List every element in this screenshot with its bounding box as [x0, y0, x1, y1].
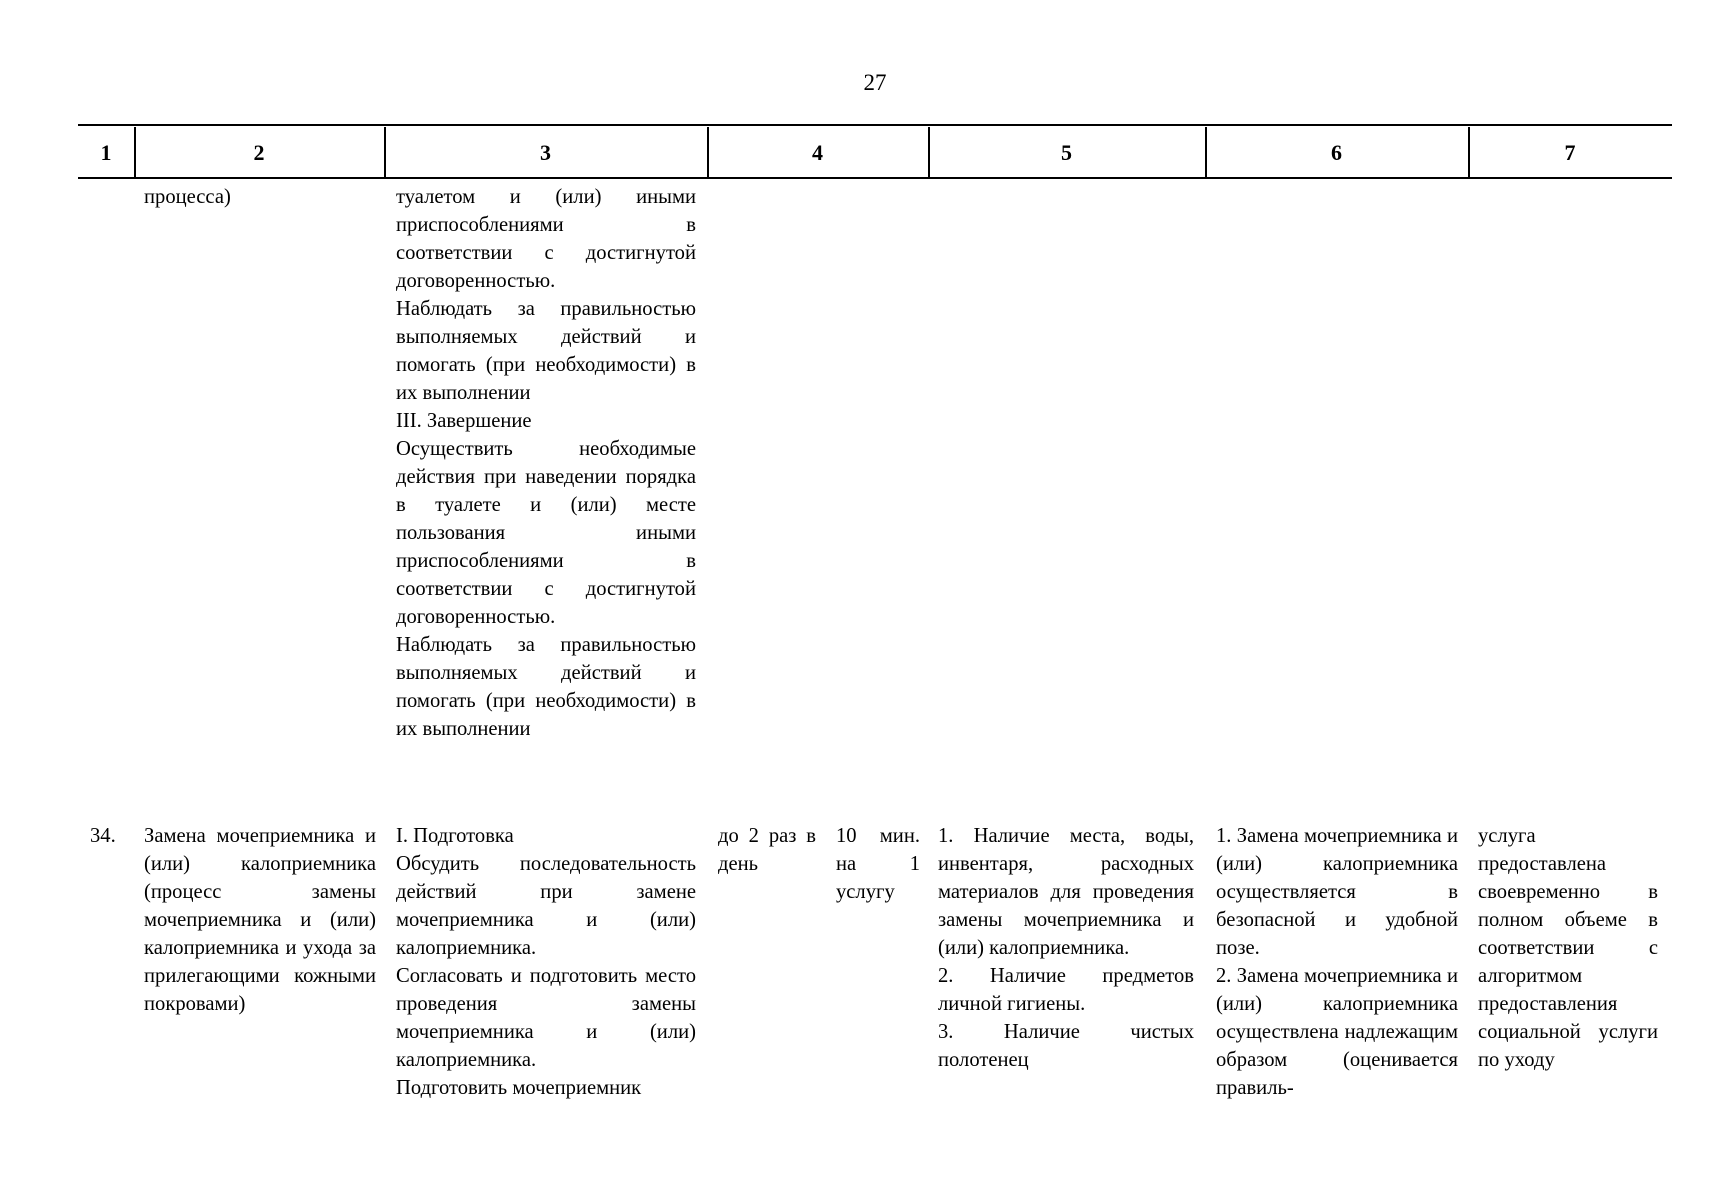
column-header-7: 7	[1564, 140, 1576, 165]
row34-condition-item: 1. Наличие места, воды, инвентаря, расходных материалов для проведения замены мочеприемника и (или) калоприемника.	[938, 825, 1194, 959]
cont-procedure-text	[396, 183, 696, 743]
row34-evaluation: услуга предоставлена своевременно в полном объеме в соответствии с алгоритмом предоставления социальной услуги по уходу	[1478, 825, 1658, 1071]
row34-quality-indicators	[1216, 822, 1458, 1102]
page-number: 27	[863, 70, 887, 95]
column-header-3: 3	[540, 140, 551, 165]
row-number-34: 34.	[90, 825, 116, 847]
row34-procedure-text	[396, 822, 696, 1102]
row34-quality-item: 1. Замена мочеприемника и (или) калоприемника осуществляется в безопасной и удобной позе.	[1216, 825, 1458, 959]
row34-service-name: Замена мочеприемника и (или) калоприемника (процесс замены мочеприемника и (или) калоприемника и ухода за прилегающими кожными покровами)	[144, 825, 376, 1015]
column-header-4: 4	[812, 140, 823, 165]
cont-service-name: процесса)	[144, 186, 231, 208]
row34-duration: 10 мин. на 1 услугу	[836, 825, 920, 903]
table-top-border	[78, 124, 1672, 126]
cont-procedure-paragraph: Наблюдать за правильностью выполняемых действий и помогать (при необходимости) в их выполнении	[396, 634, 696, 740]
header-bottom-border	[78, 177, 1672, 179]
row34-quality-item: 2. Замена мочеприемника и (или) калоприемника осуществлена надлежащим образом (оценивается правиль-	[1216, 965, 1458, 1099]
row34-condition-item: 3. Наличие чистых полотенец	[938, 1021, 1194, 1071]
column-header-2: 2	[253, 140, 265, 165]
row34-procedure-paragraph: Подготовить мочеприемник	[396, 1077, 642, 1099]
row34-conditions	[938, 822, 1194, 1074]
row34-procedure-paragraph: Обсудить последовательность действий при замене мочеприемника и (или) калоприемника.	[396, 853, 696, 959]
cont-procedure-paragraph: Осуществить необходимые действия при наведении порядка в туалете и (или) месте пользования иными приспособлениями в соответствии с достигнутой договоренностью.	[396, 438, 696, 628]
row34-procedure-paragraph: Согласовать и подготовить место проведения замены мочеприемника и (или) калоприемника.	[396, 965, 696, 1071]
column-header-6: 6	[1331, 140, 1342, 165]
column-header-5: 5	[1061, 140, 1072, 165]
row34-procedure-paragraph: I. Подготовка	[396, 825, 514, 847]
column-header-1: 1	[100, 140, 112, 165]
cont-procedure-paragraph: туалетом и (или) иными приспособлениями в соответствии с достигнутой договоренностью.	[396, 186, 696, 292]
row34-condition-item: 2. Наличие предметов личной гигиены.	[938, 965, 1194, 1015]
cont-procedure-paragraph: III. Завершение	[396, 410, 532, 432]
row34-frequency: до 2 раз в день	[718, 825, 816, 875]
cont-procedure-paragraph: Наблюдать за правильностью выполняемых действий и помогать (при необходимости) в их выполнении	[396, 298, 696, 404]
